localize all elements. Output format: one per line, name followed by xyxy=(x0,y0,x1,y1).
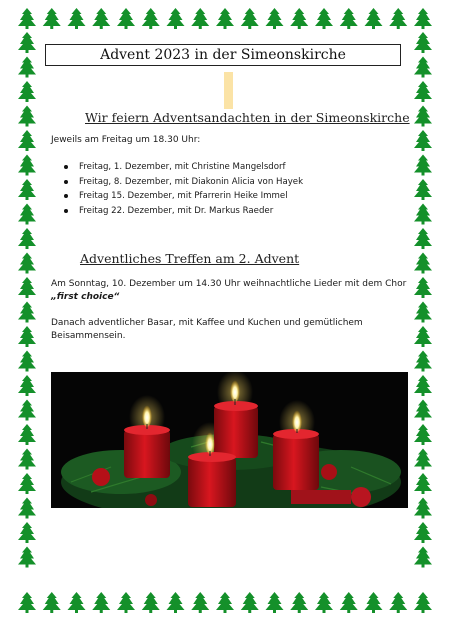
tree-icon xyxy=(18,400,36,421)
tree-icon xyxy=(414,547,432,568)
tree-icon xyxy=(414,375,432,396)
tree-icon xyxy=(18,8,36,29)
advent-wreath-photo xyxy=(51,372,408,508)
tree-icon xyxy=(18,106,36,127)
tree-icon xyxy=(18,57,36,78)
list-item: Freitag 22. Dezember, mit Dr. Markus Raeder xyxy=(62,204,303,219)
tree-icon xyxy=(216,592,234,613)
tree-icon xyxy=(216,8,234,29)
tree-icon xyxy=(414,179,432,200)
tree-icon xyxy=(18,155,36,176)
page-title: Advent 2023 in der Simeonskirche xyxy=(45,44,401,66)
tree-icon xyxy=(266,8,284,29)
tree-icon xyxy=(414,326,432,347)
tree-icon xyxy=(167,592,185,613)
tree-icon xyxy=(68,592,86,613)
tree-icon xyxy=(18,302,36,323)
tree-icon xyxy=(142,592,160,613)
tree-icon xyxy=(18,351,36,372)
section1-heading: Wir feiern Adventsandachten in der Simeonskirche xyxy=(85,110,410,125)
bazaar-text: Danach adventlicher Basar, mit Kaffee und Kuchen und gemütlichem xyxy=(51,318,363,328)
service-dates-list xyxy=(62,160,303,219)
tree-icon xyxy=(389,592,407,613)
tree-icon xyxy=(414,498,432,519)
tree-icon xyxy=(18,326,36,347)
tree-icon xyxy=(414,592,432,613)
tree-icon xyxy=(18,228,36,249)
section1-intro: Jeweils am Freitag um 18.30 Uhr: xyxy=(51,135,201,145)
tree-icon xyxy=(18,522,36,543)
tree-icon xyxy=(92,8,110,29)
tree-icon xyxy=(191,592,209,613)
tree-icon xyxy=(18,81,36,102)
tree-icon xyxy=(414,473,432,494)
tree-icon xyxy=(117,592,135,613)
tree-icon xyxy=(315,592,333,613)
tree-icon xyxy=(18,204,36,225)
tree-icon xyxy=(365,8,383,29)
bullet-icon xyxy=(64,165,68,169)
tree-icon xyxy=(414,424,432,445)
tree-icon xyxy=(414,106,432,127)
tree-icon xyxy=(414,253,432,274)
tree-icon xyxy=(414,400,432,421)
tree-icon xyxy=(18,449,36,470)
tree-icon xyxy=(414,228,432,249)
tree-icon xyxy=(18,179,36,200)
list-item: Freitag, 8. Dezember, mit Diakonin Alicia von Hayek xyxy=(62,175,303,190)
tree-icon xyxy=(18,32,36,53)
tree-icon xyxy=(340,592,358,613)
tree-icon xyxy=(414,57,432,78)
tree-icon xyxy=(414,130,432,151)
section2-heading: Adventliches Treffen am 2. Advent xyxy=(80,251,300,266)
tree-icon xyxy=(414,351,432,372)
tree-icon xyxy=(414,155,432,176)
tree-icon xyxy=(290,592,308,613)
tree-icon xyxy=(142,8,160,29)
decorative-bar xyxy=(224,72,233,109)
choir-name: „first choice“ xyxy=(51,292,120,302)
tree-icon xyxy=(191,8,209,29)
list-item: Freitag, 1. Dezember, mit Christine Mangelsdorf xyxy=(62,160,303,175)
tree-icon xyxy=(414,522,432,543)
list-item: Freitag 15. Dezember, mit Pfarrerin Heike Immel xyxy=(62,189,303,204)
tree-icon xyxy=(290,8,308,29)
tree-icon xyxy=(18,473,36,494)
tree-icon xyxy=(43,8,61,29)
tree-icon xyxy=(365,592,383,613)
tree-icon xyxy=(167,8,185,29)
tree-icon xyxy=(117,8,135,29)
tree-icon xyxy=(18,424,36,445)
tree-icon xyxy=(18,547,36,568)
tree-icon xyxy=(340,8,358,29)
tree-icon xyxy=(18,375,36,396)
tree-icon xyxy=(414,8,432,29)
bullet-icon xyxy=(64,180,68,184)
tree-icon xyxy=(241,592,259,613)
tree-icon xyxy=(414,204,432,225)
tree-icon xyxy=(414,302,432,323)
bullet-icon xyxy=(64,194,68,198)
tree-icon xyxy=(389,8,407,29)
tree-icon xyxy=(18,498,36,519)
tree-icon xyxy=(18,592,36,613)
tree-icon xyxy=(241,8,259,29)
tree-icon xyxy=(43,592,61,613)
tree-icon xyxy=(315,8,333,29)
bullet-icon xyxy=(64,209,68,213)
bazaar-text-cont: Beisammensein. xyxy=(51,331,126,341)
tree-icon xyxy=(414,32,432,53)
tree-icon xyxy=(18,253,36,274)
sunday-event-text: Am Sonntag, 10. Dezember um 14.30 Uhr weihnachtliche Lieder mit dem Chor xyxy=(51,279,407,289)
tree-icon xyxy=(92,592,110,613)
tree-icon xyxy=(414,449,432,470)
tree-icon xyxy=(414,277,432,298)
tree-icon xyxy=(414,81,432,102)
tree-icon xyxy=(266,592,284,613)
tree-icon xyxy=(18,277,36,298)
tree-icon xyxy=(18,130,36,151)
tree-icon xyxy=(68,8,86,29)
